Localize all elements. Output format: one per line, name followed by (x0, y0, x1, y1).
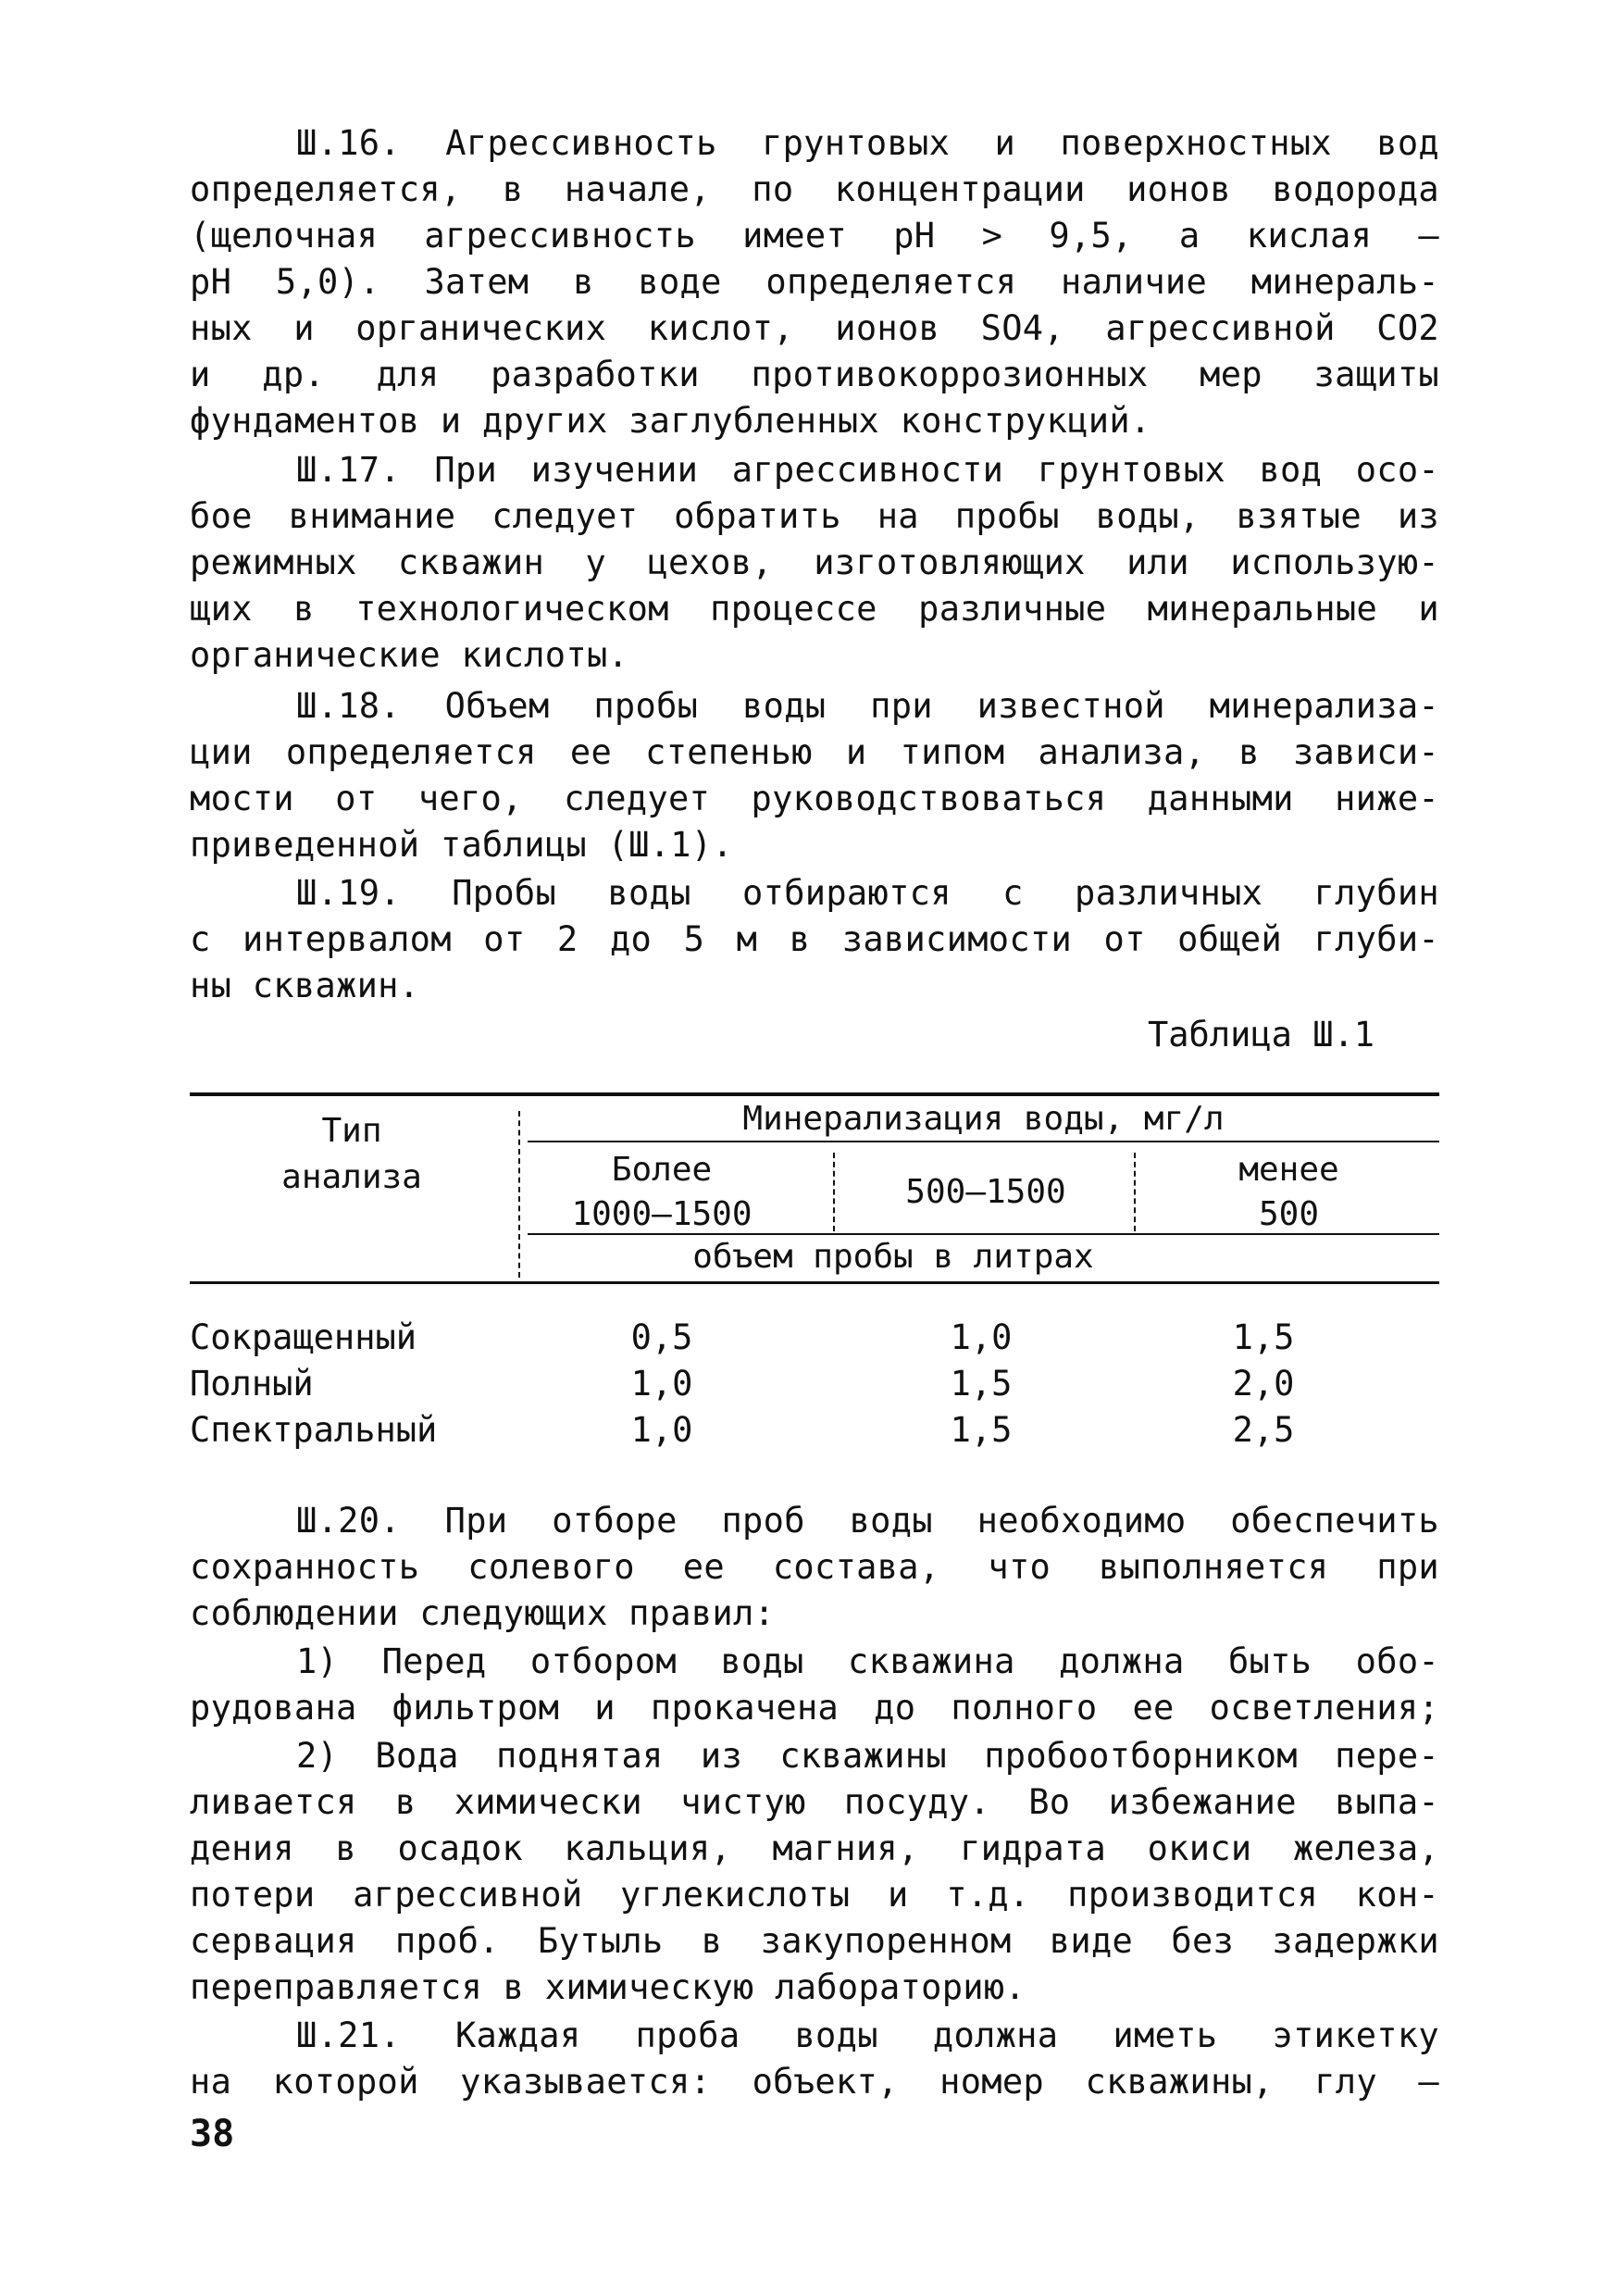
header-col3-line1: менее (1238, 1151, 1339, 1189)
text-line: и др. для разработки противокоррозионных мер защиты (190, 355, 1439, 394)
text-line: рудована фильтром и прокачена до полного ее осветления; (190, 1688, 1439, 1728)
row-value-col2: 1,5 (950, 1364, 1013, 1404)
row-value-col3: 2,0 (1232, 1364, 1295, 1404)
text-line: Ш.17. При изучении агрессивности грунтовых вод осо- (296, 450, 1439, 490)
text-line: приведенной таблицы (Ш.1). (190, 825, 733, 865)
row-value-col3: 1,5 (1232, 1317, 1295, 1357)
text-line: 1) Перед отбором воды скважина должна быть обо- (296, 1641, 1439, 1681)
text-line: бое внимание следует обратить на пробы воды, взятые из (190, 496, 1439, 536)
text-line: Ш.20. При отборе проб воды необходимо обеспечить (296, 1501, 1439, 1541)
text-line: щих в технологическом процессе различные минеральные и (190, 589, 1439, 629)
row-value-col3: 2,5 (1232, 1410, 1295, 1450)
text-line: Ш.18. Объем пробы воды при известной минерализа- (296, 686, 1439, 726)
text-line: сохранность солевого ее состава, что выполняется при (190, 1547, 1439, 1587)
text-line: на которой указывается: объект, номер скважины, глу – (190, 2062, 1439, 2102)
header-col1-line1: Более (611, 1151, 713, 1189)
header-type-line1: Тип (321, 1112, 382, 1150)
header-rule (528, 1141, 1439, 1142)
text-line: 2) Вода поднятая из скважины пробоотборником пере- (296, 1736, 1439, 1776)
text-line: мости от чего, следует руководствоваться данными ниже- (190, 779, 1439, 818)
text-line: ции определяется ее степенью и типом анализа, в зависи- (190, 732, 1439, 772)
header-col2: 500–1500 (905, 1173, 1066, 1211)
text-line: Ш.19. Пробы воды отбираются с различных глубин (296, 873, 1439, 913)
text-line: ны скважин. (190, 966, 420, 1005)
header-mineralization: Минерализация воды, мг/л (742, 1100, 1225, 1138)
header-col3-line2: 500 (1258, 1195, 1320, 1233)
text-line: ливается в химически чистую посуду. Во избежание выпа- (190, 1782, 1439, 1822)
text-line: ных и органических кислот, ионов SO4, агрессивной CO2 (190, 308, 1439, 348)
text-line: переправляется в химическую лабораторию. (190, 1967, 1026, 2007)
column-separator (1134, 1153, 1136, 1231)
text-line: (щелочная агрессивность имеет рН > 9,5, а кислая – (190, 216, 1439, 256)
text-line: Ш.16. Агрессивность грунтовых и поверхностных вод (296, 123, 1439, 163)
row-value-col2: 1,5 (950, 1410, 1013, 1450)
header-bottom-rule (190, 1281, 1439, 1284)
header-rule (528, 1233, 1439, 1235)
text-line: режимных скважин у цехов, изготовляющих или использую- (190, 543, 1439, 582)
header-units: объем пробы в литрах (692, 1238, 1094, 1276)
header-col1-line2: 1000–1500 (571, 1195, 753, 1233)
row-type: Полный (190, 1364, 314, 1404)
column-separator (833, 1153, 835, 1231)
text-line: фундаментов и других заглубленных конструкций. (190, 401, 1151, 441)
row-value-col1: 1,0 (630, 1410, 693, 1450)
table-top-rule (190, 1092, 1439, 1096)
row-value-col1: 1,0 (630, 1364, 693, 1404)
row-value-col2: 1,0 (950, 1317, 1013, 1357)
text-line: потери агрессивной углекислоты и т.д. производится кон- (190, 1875, 1439, 1915)
row-value-col1: 0,5 (630, 1317, 693, 1357)
row-type: Спектральный (190, 1410, 438, 1450)
page-number: 38 (190, 2113, 235, 2155)
text-line: Ш.21. Каждая проба воды должна иметь этикетку (296, 2015, 1439, 2055)
text-line: рН 5,0). Затем в воде определяется наличие минераль- (190, 262, 1439, 302)
header-type-line2: анализа (281, 1158, 422, 1196)
text-line: сервация проб. Бутыль в закупоренном виде без задержки (190, 1921, 1439, 1961)
text-line: определяется, в начале, по концентрации ионов водорода (190, 169, 1439, 209)
column-separator (518, 1111, 520, 1278)
row-type: Сокращенный (190, 1317, 417, 1357)
text-line: соблюдении следующих правил: (190, 1593, 776, 1633)
text-line: органические кислоты. (190, 635, 629, 675)
text-line: с интервалом от 2 до 5 м в зависимости от общей глуби- (190, 919, 1439, 959)
table-caption: Таблица Ш.1 (1148, 1015, 1375, 1054)
text-line: дения в осадок кальция, магния, гидрата окиси железа, (190, 1828, 1439, 1868)
